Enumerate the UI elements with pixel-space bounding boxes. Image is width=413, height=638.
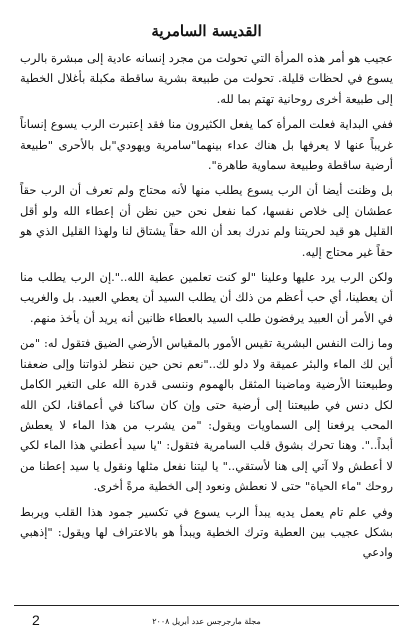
- page-number: 2: [32, 612, 40, 628]
- magazine-issue-line: مجلة مارجرجس عدد أبريل ٢٠٠٨: [152, 617, 261, 626]
- page-title: القديسة السامرية: [151, 22, 262, 40]
- paragraph-5: وما زالت النفس البشرية تقيس الأمور بالمقياس الأرضي الضيق فتقول له: "من أين لك الماء والبئر عميقة ولا دلو لك.."نعم نحن حين ننظر لذواتنا وإلى ضعفنا وطبيعتنا الأرضية وماضينا المثقل بالهموم وننسى قدرة الله على التغير الكامل لكل دنس في طبيعتنا إلى أرضية حتى وإن كان ساكنا في أعماقنا، لكن الله المحب يرفعنا إلى السماويات ويقول: "من يشرب من هذا الماء لا يعطش أبداً..". وهنا تحرك بشوق قلب السامرية فتقول: "يا سيد أعطني هذا الماء لكي لا أعطش ولا آتي إلى هنا لأستقي.." يا ليتنا نفعل مثلها ونقول يا سيد إعطنا من روحك "ماء الحياة" حتى لا نعطش ونعود إلى الخطية مرةً أخرى.: [20, 336, 393, 494]
- paragraph-3: بل وظنت أيضا أن الرب يسوع يطلب منها لأنه محتاج ولم تعرف أن الرب حقاً عطشان إلى خلاص نفسها، كما نفعل نحن حين نظن أن إعطاء الله ولو أقل القليل هو قيد لحريتنا ولم ندرك بعد أن الله حقاً يشتاق لنا ولهذا القليل الذي هو حقاً غير محتاج إليه.: [20, 183, 393, 259]
- paragraph-2: ففي البداية فعلت المرأة كما يفعل الكثيرون منا فقد إعتبرت الرب يسوع إنساناً غريباً عنها لا يعرفها بل هناك عداء بينهما"سامرية ويهودي"بل بالأحرى "طبيعة أرضية ساقطة وطبيعة سماوية طاهرة".: [20, 117, 393, 173]
- footer-divider: [14, 605, 399, 606]
- page-footer: [14, 610, 399, 628]
- article-body: [20, 48, 393, 586]
- paragraph-1: عجيب هو أمر هذه المرأة التي تحولت من مجرد إنسانه عادية إلى مبشرة بالرب يسوع في لحظات قليلة. تحولت من طبيعة بشرية ساقطة مكبلة بأغلال الخطية إلى طبيعة أخرى روحانية تهتم بما لله.: [20, 51, 393, 106]
- paragraph-6: وفي علم تام يعمل يديه يبدأ الرب يسوع في تكسير جمود هذا القلب ويربط بشكل عجيب بين العطية وترك الخطية ويبدأ هو بالاعتراف لها ويقول: "إذهبي وادعي: [20, 504, 393, 560]
- paragraph-4: ولكن الرب يرد عليها وعلينا "لو كنت تعلمين عطية الله..".إن الرب يطلب منا أن يعطينا، أي حب أعظم من ذلك أن يطلب السيد أن يعطي العبيد. بل والغريب في الأمر أن العبيد يرفضون طلب السيد بالعطاء ظانين أنه يريد أن يأخذ منهم.: [20, 270, 393, 325]
